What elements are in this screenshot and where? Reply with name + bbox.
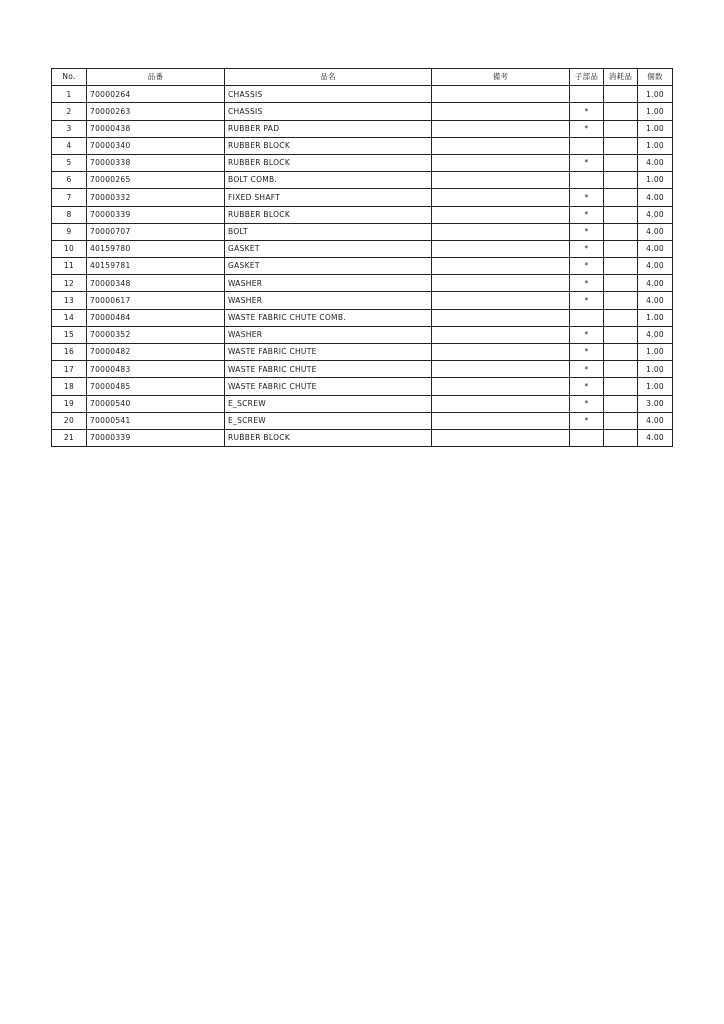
cell-no: 1 — [52, 86, 87, 103]
cell-consumable-mark — [604, 292, 638, 309]
cell-no: 12 — [52, 275, 87, 292]
cell-part-number: 70000352 — [87, 326, 225, 343]
cell-part-number: 70000617 — [87, 292, 225, 309]
cell-no: 21 — [52, 429, 87, 446]
cell-remarks — [432, 275, 570, 292]
cell-no: 3 — [52, 120, 87, 137]
cell-consumable-mark — [604, 103, 638, 120]
cell-part-name: WASTE FABRIC CHUTE — [225, 378, 432, 395]
cell-consumable-mark — [604, 344, 638, 361]
cell-consumable-mark — [604, 275, 638, 292]
cell-no: 16 — [52, 344, 87, 361]
header-row — [52, 69, 673, 86]
cell-remarks — [432, 240, 570, 257]
cell-quantity: 1.00 — [638, 309, 673, 326]
cell-quantity: 4.00 — [638, 275, 673, 292]
cell-consumable-mark — [604, 137, 638, 154]
cell-quantity: 4.00 — [638, 154, 673, 171]
cell-consumable-mark — [604, 378, 638, 395]
cell-sub-part-mark: * — [570, 240, 604, 257]
cell-consumable-mark — [604, 154, 638, 171]
cell-part-name: RUBBER BLOCK — [225, 137, 432, 154]
cell-sub-part-mark: * — [570, 292, 604, 309]
cell-part-name: CHASSIS — [225, 103, 432, 120]
cell-no: 4 — [52, 137, 87, 154]
table-row — [52, 326, 673, 343]
cell-sub-part-mark: * — [570, 189, 604, 206]
cell-quantity: 1.00 — [638, 378, 673, 395]
cell-remarks — [432, 309, 570, 326]
cell-quantity: 1.00 — [638, 86, 673, 103]
cell-no: 18 — [52, 378, 87, 395]
cell-no: 8 — [52, 206, 87, 223]
table-row — [52, 309, 673, 326]
cell-consumable-mark — [604, 172, 638, 189]
cell-part-number: 40159781 — [87, 258, 225, 275]
cell-sub-part-mark — [570, 172, 604, 189]
cell-sub-part-mark: * — [570, 326, 604, 343]
cell-part-number: 70000541 — [87, 412, 225, 429]
cell-no: 11 — [52, 258, 87, 275]
cell-sub-part-mark — [570, 309, 604, 326]
cell-remarks — [432, 189, 570, 206]
cell-consumable-mark — [604, 258, 638, 275]
cell-remarks — [432, 378, 570, 395]
table-row — [52, 154, 673, 171]
cell-part-number: 40159780 — [87, 240, 225, 257]
cell-part-number: 70000340 — [87, 137, 225, 154]
table-row — [52, 258, 673, 275]
cell-consumable-mark — [604, 429, 638, 446]
table-row — [52, 275, 673, 292]
cell-part-name: BOLT — [225, 223, 432, 240]
cell-sub-part-mark: * — [570, 412, 604, 429]
table-row — [52, 361, 673, 378]
cell-sub-part-mark: * — [570, 395, 604, 412]
cell-part-number: 70000348 — [87, 275, 225, 292]
cell-remarks — [432, 172, 570, 189]
cell-consumable-mark — [604, 189, 638, 206]
cell-part-number: 70000482 — [87, 344, 225, 361]
table-row — [52, 137, 673, 154]
cell-consumable-mark — [604, 240, 638, 257]
cell-part-number: 70000264 — [87, 86, 225, 103]
cell-remarks — [432, 412, 570, 429]
cell-remarks — [432, 223, 570, 240]
cell-quantity: 1.00 — [638, 103, 673, 120]
cell-part-number: 70000263 — [87, 103, 225, 120]
cell-no: 6 — [52, 172, 87, 189]
cell-part-number: 70000485 — [87, 378, 225, 395]
cell-part-name: CHASSIS — [225, 86, 432, 103]
cell-remarks — [432, 292, 570, 309]
cell-part-name: RUBBER BLOCK — [225, 206, 432, 223]
cell-part-name: FIXED SHAFT — [225, 189, 432, 206]
header-sub-part: 子部品 — [570, 69, 604, 86]
cell-no: 2 — [52, 103, 87, 120]
table-row — [52, 240, 673, 257]
cell-part-number: 70000265 — [87, 172, 225, 189]
table-row — [52, 223, 673, 240]
cell-part-name: E_SCREW — [225, 395, 432, 412]
cell-quantity: 1.00 — [638, 172, 673, 189]
cell-no: 10 — [52, 240, 87, 257]
parts-list-table — [51, 68, 673, 447]
cell-sub-part-mark: * — [570, 378, 604, 395]
cell-sub-part-mark: * — [570, 275, 604, 292]
cell-quantity: 1.00 — [638, 120, 673, 137]
cell-part-name: WASTE FABRIC CHUTE COMB. — [225, 309, 432, 326]
cell-sub-part-mark: * — [570, 258, 604, 275]
table-row — [52, 344, 673, 361]
cell-consumable-mark — [604, 412, 638, 429]
cell-part-name: GASKET — [225, 258, 432, 275]
cell-remarks — [432, 137, 570, 154]
cell-part-name: WASTE FABRIC CHUTE — [225, 361, 432, 378]
cell-quantity: 4.00 — [638, 206, 673, 223]
cell-sub-part-mark: * — [570, 154, 604, 171]
cell-consumable-mark — [604, 326, 638, 343]
cell-part-number: 70000338 — [87, 154, 225, 171]
cell-sub-part-mark — [570, 137, 604, 154]
cell-remarks — [432, 103, 570, 120]
cell-remarks — [432, 154, 570, 171]
cell-part-number: 70000540 — [87, 395, 225, 412]
cell-no: 17 — [52, 361, 87, 378]
cell-quantity: 4.00 — [638, 412, 673, 429]
table-row — [52, 172, 673, 189]
cell-remarks — [432, 86, 570, 103]
cell-no: 13 — [52, 292, 87, 309]
cell-part-name: WASHER — [225, 292, 432, 309]
cell-quantity: 4.00 — [638, 258, 673, 275]
cell-quantity: 4.00 — [638, 326, 673, 343]
cell-quantity: 4.00 — [638, 429, 673, 446]
table-row — [52, 86, 673, 103]
cell-quantity: 4.00 — [638, 292, 673, 309]
cell-consumable-mark — [604, 206, 638, 223]
header-part-number: 品番 — [87, 69, 225, 86]
cell-part-name: RUBBER PAD — [225, 120, 432, 137]
table-row — [52, 429, 673, 446]
cell-sub-part-mark — [570, 429, 604, 446]
cell-remarks — [432, 429, 570, 446]
cell-part-name: BOLT COMB. — [225, 172, 432, 189]
cell-sub-part-mark: * — [570, 103, 604, 120]
cell-part-number: 70000707 — [87, 223, 225, 240]
cell-no: 5 — [52, 154, 87, 171]
cell-part-name: GASKET — [225, 240, 432, 257]
table-row — [52, 292, 673, 309]
cell-remarks — [432, 120, 570, 137]
cell-sub-part-mark — [570, 86, 604, 103]
cell-no: 19 — [52, 395, 87, 412]
cell-part-name: WASTE FABRIC CHUTE — [225, 344, 432, 361]
cell-sub-part-mark: * — [570, 223, 604, 240]
cell-part-name: WASHER — [225, 326, 432, 343]
cell-remarks — [432, 258, 570, 275]
header-part-name: 品名 — [225, 69, 432, 86]
cell-part-name: RUBBER BLOCK — [225, 154, 432, 171]
cell-part-number: 70000339 — [87, 206, 225, 223]
cell-quantity: 4.00 — [638, 240, 673, 257]
cell-part-number: 70000438 — [87, 120, 225, 137]
cell-consumable-mark — [604, 86, 638, 103]
table-row — [52, 412, 673, 429]
cell-sub-part-mark: * — [570, 344, 604, 361]
cell-quantity: 4.00 — [638, 189, 673, 206]
cell-remarks — [432, 326, 570, 343]
cell-remarks — [432, 361, 570, 378]
cell-no: 9 — [52, 223, 87, 240]
header-no: No. — [52, 69, 87, 86]
cell-sub-part-mark: * — [570, 361, 604, 378]
cell-quantity: 4.00 — [638, 223, 673, 240]
cell-part-name: E_SCREW — [225, 412, 432, 429]
cell-part-name: WASHER — [225, 275, 432, 292]
cell-no: 15 — [52, 326, 87, 343]
cell-quantity: 1.00 — [638, 137, 673, 154]
cell-sub-part-mark: * — [570, 206, 604, 223]
cell-consumable-mark — [604, 223, 638, 240]
cell-no: 14 — [52, 309, 87, 326]
cell-part-number: 70000339 — [87, 429, 225, 446]
cell-remarks — [432, 344, 570, 361]
cell-quantity: 3.00 — [638, 395, 673, 412]
table-body — [52, 86, 673, 447]
cell-no: 20 — [52, 412, 87, 429]
table-row — [52, 189, 673, 206]
cell-part-name: RUBBER BLOCK — [225, 429, 432, 446]
cell-remarks — [432, 395, 570, 412]
table-row — [52, 120, 673, 137]
cell-consumable-mark — [604, 309, 638, 326]
cell-quantity: 1.00 — [638, 361, 673, 378]
header-remarks: 備考 — [432, 69, 570, 86]
cell-consumable-mark — [604, 361, 638, 378]
table-row — [52, 395, 673, 412]
cell-consumable-mark — [604, 395, 638, 412]
cell-part-number: 70000484 — [87, 309, 225, 326]
cell-quantity: 1.00 — [638, 344, 673, 361]
header-consumable: 消耗品 — [604, 69, 638, 86]
cell-remarks — [432, 206, 570, 223]
cell-part-number: 70000483 — [87, 361, 225, 378]
table-row — [52, 206, 673, 223]
table-row — [52, 103, 673, 120]
cell-no: 7 — [52, 189, 87, 206]
cell-sub-part-mark: * — [570, 120, 604, 137]
table-row — [52, 378, 673, 395]
header-quantity: 個数 — [638, 69, 673, 86]
table-header — [52, 69, 673, 86]
cell-part-number: 70000332 — [87, 189, 225, 206]
cell-consumable-mark — [604, 120, 638, 137]
